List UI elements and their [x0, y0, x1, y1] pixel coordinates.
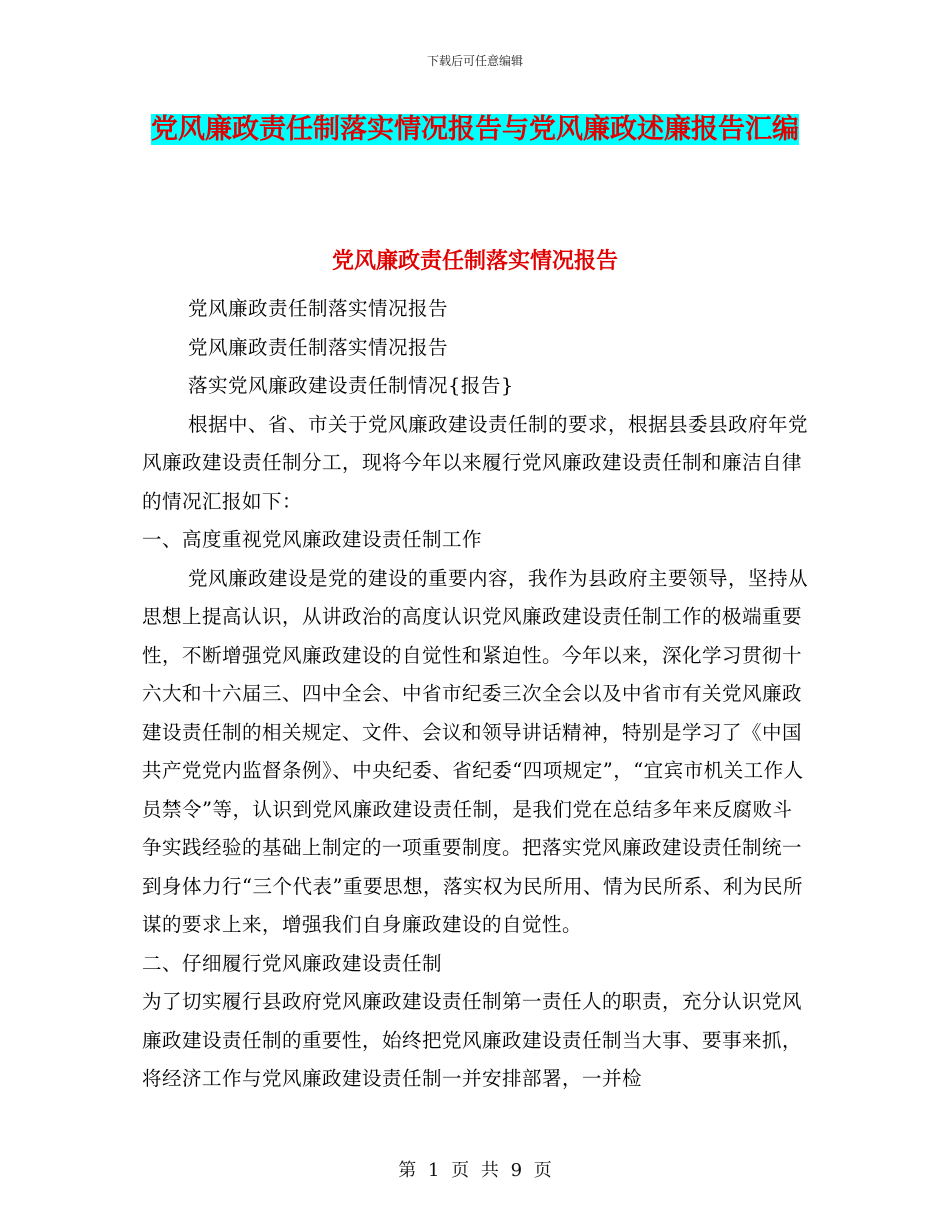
- document-body: [142, 290, 812, 1099]
- paragraph-intro: 根据中、省、市关于党风廉政建设责任制的要求，根据县委县政府年党风廉政建设责任制分工，现将今年以来履行党风廉政建设责任制和廉洁自律的情况汇报如下：: [142, 412, 809, 513]
- section-title: 党风廉政责任制落实情况报告: [331, 248, 618, 274]
- paragraph-part-two: 为了切实履行县政府党风廉政建设责任制第一责任人的职责，充分认识党风廉政建设责任制的重要性，始终把党风廉政建设责任制当大事、要事来抓，将经济工作与党风廉政建设责任制一并安排部署，一并检: [142, 990, 803, 1090]
- document-title: [130, 106, 820, 154]
- header-note: 下载后可任意编辑: [426, 54, 523, 68]
- paragraph-subtitle-1: 党风廉政责任制落实情况报告: [188, 297, 449, 320]
- heading-part-one: 一、高度重视党风廉政建设责任制工作: [142, 528, 483, 551]
- heading-part-two: 二、仔细履行党风廉政建设责任制: [142, 951, 443, 975]
- page-number: 第 1 页 共 9 页: [398, 1160, 552, 1181]
- paragraph-subtitle-3: 落实党风廉政建设责任制情况{报告}: [188, 374, 514, 397]
- paragraph-part-one: 党风廉政建设是党的建设的重要内容，我作为县政府主要领导，坚持从思想上提高认识，从讲政治的高度认识党风廉政建设责任制工作的极端重要性，不断增强党风廉政建设的自觉性和紧迫性。今年以来，深化学习贯彻十六大和十六届三、四中全会、中省市纪委三次全会以及中省市有关党风廉政建设责任制的相关规定、文件、会议和领导讲话精神，特别是学习了《中国共产党党内监督条例》、中央纪委、省纪委“四项规定”，“宜宾市机关工作人员禁令”等，认识到党风廉政建设责任制，是我们党在总结多年来反腐败斗争实践经验的基础上制定的一项重要制度。把落实党风廉政建设责任制统一到身体力行“三个代表”重要思想，落实权为民所用、情为民所系、利为民所谋的要求上来，增强我们自身廉政建设的自觉性。: [142, 566, 809, 936]
- paragraph-subtitle-2: 党风廉政责任制落实情况报告: [188, 335, 449, 359]
- document-title-text: 党风廉政责任制落实情况报告与党风廉政述廉报告汇编: [151, 114, 799, 145]
